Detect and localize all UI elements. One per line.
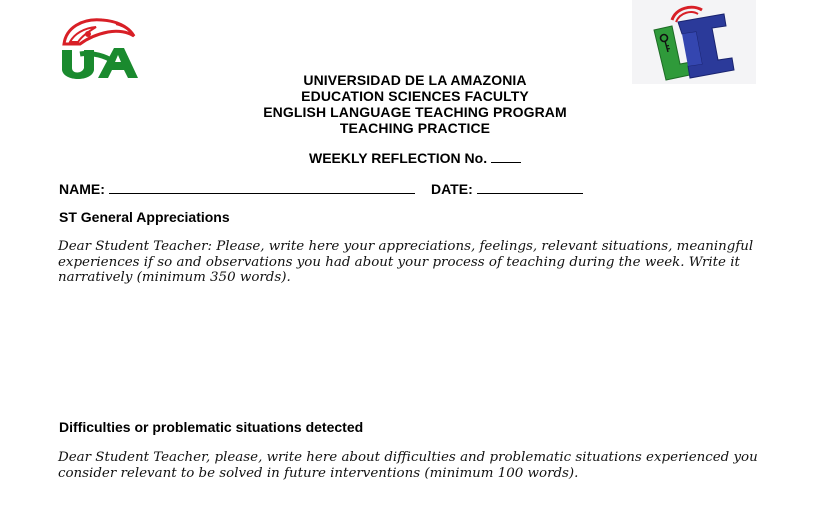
date-row: [431, 179, 583, 197]
section-heading-general-appreciations: ST General Appreciations: [59, 209, 230, 225]
document-header: [0, 72, 830, 136]
date-field[interactable]: [477, 179, 583, 194]
reflection-number-field[interactable]: [491, 149, 521, 163]
response-area-general-appreciations[interactable]: [58, 290, 758, 410]
section-instructions-difficulties: Dear Student Teacher, please, write here about difficulties and problematic situations experienced you consider relevant to be solved in future interventions (minimum 100 words).: [58, 450, 758, 481]
name-field[interactable]: [109, 179, 415, 194]
name-row: [59, 179, 415, 197]
weekly-reflection-title: [0, 149, 830, 166]
name-label: NAME:: [59, 181, 105, 197]
university-name: UNIVERSIDAD DE LA AMAZONIA: [303, 72, 527, 88]
program-name: ENGLISH LANGUAGE TEACHING PROGRAM: [263, 104, 567, 120]
response-area-difficulties[interactable]: [58, 484, 758, 518]
course-name: TEACHING PRACTICE: [339, 120, 491, 136]
date-label: DATE:: [431, 181, 473, 197]
faculty-name: EDUCATION SCIENCES FACULTY: [301, 88, 529, 104]
section-heading-difficulties: Difficulties or problematic situations detected: [59, 419, 364, 435]
section-instructions-general-appreciations: Dear Student Teacher: Please, write here your appreciations, feelings, relevant situations, meaningful experiences if so and observations you had about your process of teaching during the week. Write it narratively (minimum 350 words).: [58, 239, 754, 285]
weekly-reflection-label: WEEKLY REFLECTION No.: [308, 150, 488, 166]
